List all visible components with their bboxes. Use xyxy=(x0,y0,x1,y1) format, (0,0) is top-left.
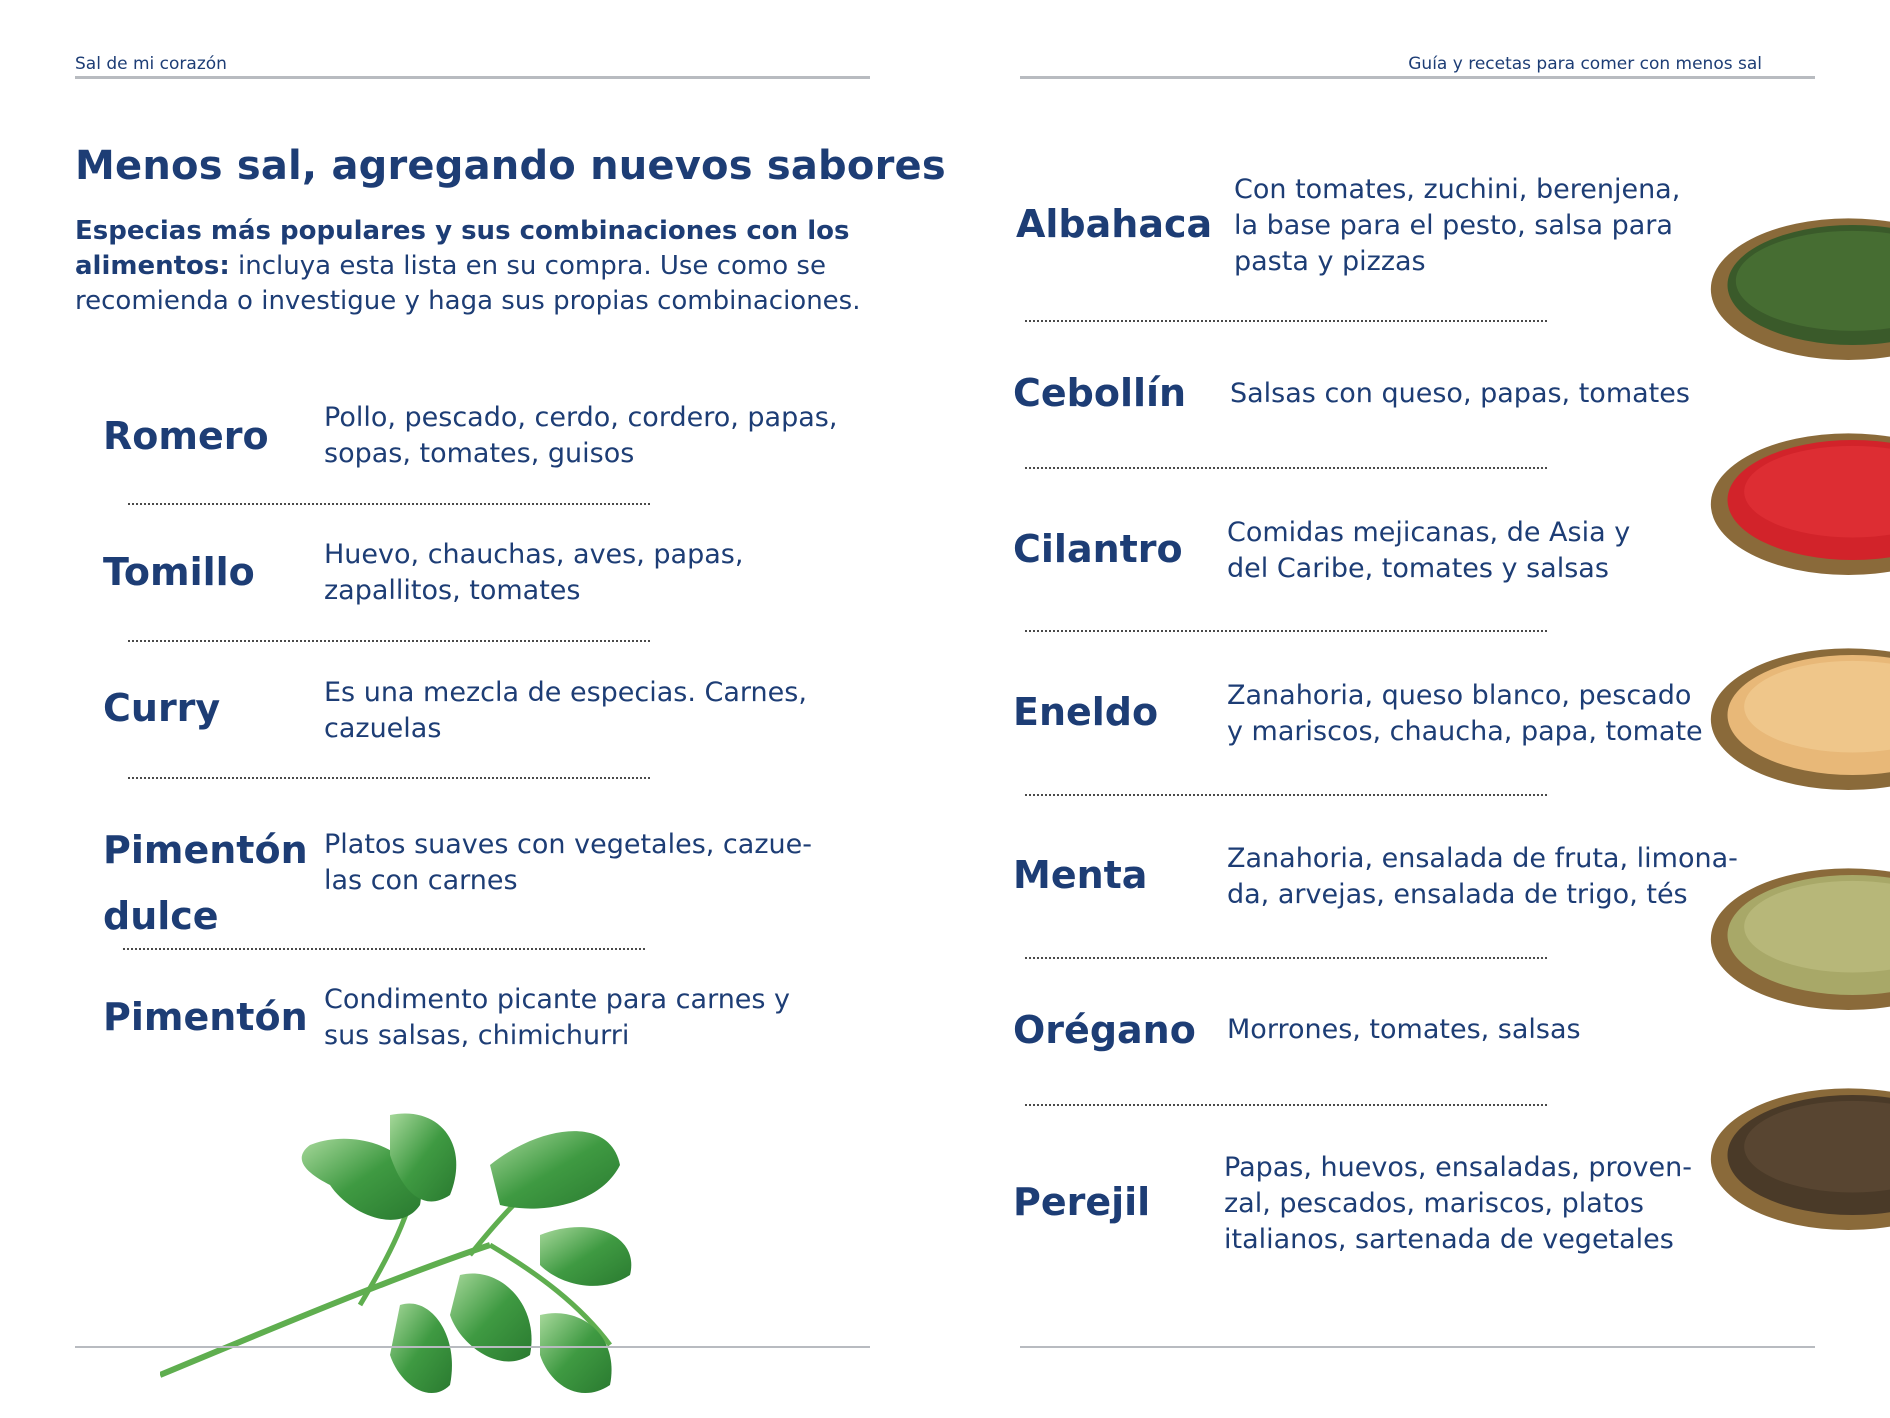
dotted-separator xyxy=(1025,467,1547,469)
spice-name: Albahaca xyxy=(1016,202,1213,246)
intro-text: incluya esta lista en su compra. Use como se recomienda o investigue y haga sus propias combinaciones. xyxy=(75,251,861,316)
bottom-rule-right xyxy=(1020,1346,1815,1348)
spice-description-line: sopas, tomates, guisos xyxy=(324,438,635,469)
spice-name-line: Tomillo xyxy=(103,550,255,594)
spice-name-line: Curry xyxy=(103,686,221,730)
cumin-seed-bowl-image xyxy=(1690,1080,1890,1230)
spice-name: Perejil xyxy=(1013,1180,1151,1224)
red-paprika-bowl-image xyxy=(1690,425,1890,575)
running-head-left: Sal de mi corazón xyxy=(75,54,227,74)
dotted-separator xyxy=(1025,630,1547,632)
spice-description-line: del Caribe, tomates y salsas xyxy=(1227,553,1609,584)
top-rule-right xyxy=(1020,76,1815,79)
spice-description xyxy=(1227,678,1703,750)
green-herb-bowl-image xyxy=(1690,210,1890,360)
spice-description-line: da, arvejas, ensalada de trigo, tés xyxy=(1227,879,1688,910)
spice-description-line: Huevo, chauchas, aves, papas, xyxy=(324,539,744,570)
spice-description xyxy=(324,400,837,472)
spice-description-line: cazuelas xyxy=(324,713,442,744)
spice-description-line: Morrones, tomates, salsas xyxy=(1227,1014,1581,1045)
spice-description-line: Papas, huevos, ensaladas, proven- xyxy=(1224,1152,1693,1183)
spice-description-line: Platos suaves con vegetales, cazue- xyxy=(324,829,812,860)
spice-name xyxy=(103,414,269,458)
top-rule-left xyxy=(75,76,870,79)
dotted-separator xyxy=(123,948,645,950)
spice-description-line: zapallitos, tomates xyxy=(324,575,581,606)
spice-name: Cilantro xyxy=(1013,527,1183,571)
spice-name xyxy=(103,817,308,949)
spice-description xyxy=(1227,515,1630,587)
spice-description xyxy=(1234,172,1680,280)
yellow-spice-bowl-image xyxy=(1690,640,1890,790)
spice-name: Menta xyxy=(1013,853,1148,897)
spice-description-line: Salsas con queso, papas, tomates xyxy=(1230,378,1690,409)
dotted-separator xyxy=(128,640,650,642)
spice-description xyxy=(324,675,807,747)
spice-description-line: italianos, sartenada de vegetales xyxy=(1224,1224,1674,1255)
spice-description xyxy=(1224,1150,1692,1258)
parsley-sprig-image xyxy=(160,1105,720,1418)
spice-description-line: zal, pescados, mariscos, platos xyxy=(1224,1188,1644,1219)
spice-description-line: Zanahoria, ensalada de fruta, limona- xyxy=(1227,843,1738,874)
dotted-separator xyxy=(1025,1104,1547,1106)
intro-bold: Especias más populares y sus combinaciones con los alimentos: xyxy=(75,216,850,281)
spice-name-line: dulce xyxy=(103,894,219,938)
spice-name xyxy=(103,995,308,1039)
spice-description-line: las con carnes xyxy=(324,865,518,896)
spice-description-line: la base para el pesto, salsa para xyxy=(1234,210,1673,241)
spice-description-line: Es una mezcla de especias. Carnes, xyxy=(324,677,807,708)
dotted-separator xyxy=(128,777,650,779)
dotted-separator xyxy=(1025,320,1547,322)
dotted-separator xyxy=(128,503,650,505)
running-head-right: Guía y recetas para comer con menos sal xyxy=(1408,54,1762,74)
spice-description-line: Comidas mejicanas, de Asia y xyxy=(1227,517,1631,548)
spice-description xyxy=(1227,1012,1581,1048)
dotted-separator xyxy=(1025,794,1547,796)
spice-name: Orégano xyxy=(1013,1008,1196,1052)
spice-name xyxy=(103,686,220,730)
spice-name xyxy=(103,550,255,594)
spice-description-line: pasta y pizzas xyxy=(1234,246,1426,277)
spice-description-line: Pollo, pescado, cerdo, cordero, papas, xyxy=(324,402,838,433)
intro-paragraph xyxy=(75,214,875,319)
spice-description-line: sus salsas, chimichurri xyxy=(324,1020,630,1051)
spice-name-line: Pimentón xyxy=(103,995,308,1039)
bottom-rule-left xyxy=(75,1346,870,1348)
spice-name: Cebollín xyxy=(1013,371,1187,415)
spice-description xyxy=(324,827,812,899)
spice-description-line: Con tomates, zuchini, berenjena, xyxy=(1234,174,1681,205)
page-title: Menos sal, agregando nuevos sabores xyxy=(75,143,946,189)
spice-name: Eneldo xyxy=(1013,690,1159,734)
spice-name-line: Pimentón xyxy=(103,828,308,872)
right-page xyxy=(945,0,1890,1418)
spice-description xyxy=(324,982,790,1054)
spice-description-line: Zanahoria, queso blanco, pescado xyxy=(1227,680,1692,711)
spice-description xyxy=(324,537,743,609)
dotted-separator xyxy=(1025,957,1547,959)
spice-description xyxy=(1227,841,1738,913)
spice-description xyxy=(1230,376,1690,412)
spice-name-line: Romero xyxy=(103,414,269,458)
spice-description-line: y mariscos, chaucha, papa, tomate xyxy=(1227,716,1703,747)
spice-description-line: Condimento picante para carnes y xyxy=(324,984,791,1015)
